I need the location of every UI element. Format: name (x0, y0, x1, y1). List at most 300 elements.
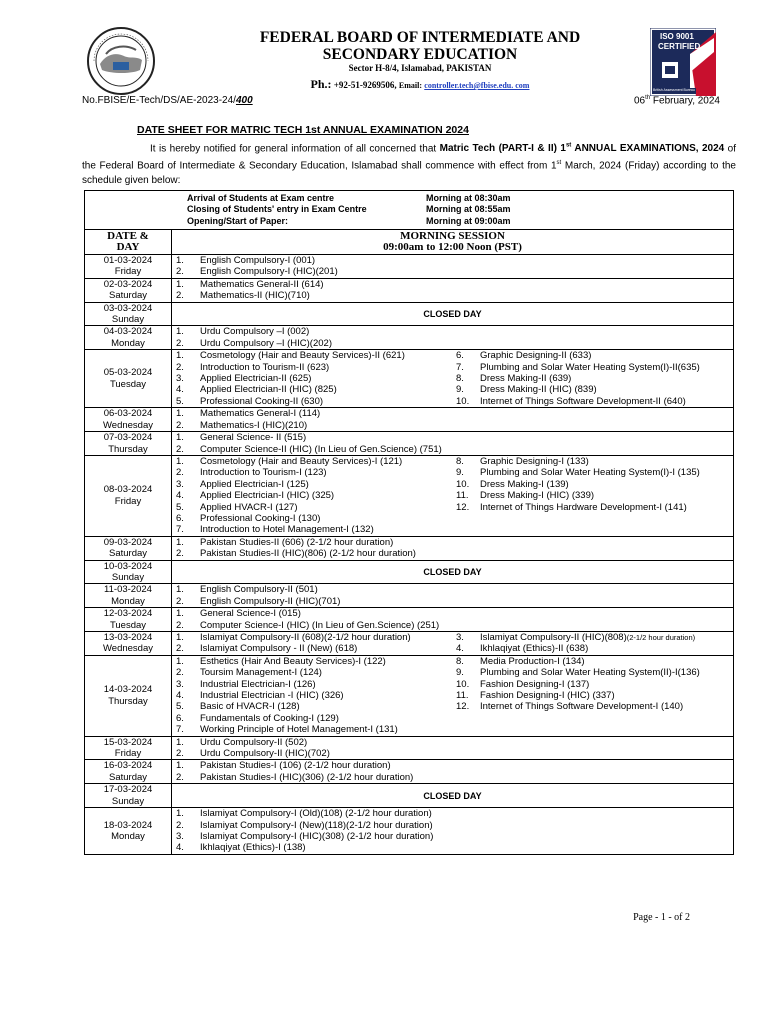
subject-number: 2. (176, 443, 184, 455)
subject-name: Internet of Things Software Development-II (640) (480, 395, 686, 407)
subject-item (172, 690, 452, 701)
subject-name: Plumbing and Solar Water Heating System(I)-II(635) (480, 361, 700, 373)
subject-item (172, 608, 452, 619)
subject-item (452, 362, 733, 373)
subject-columns (172, 279, 733, 302)
subject-column-right (452, 350, 733, 407)
timing-label: Closing of Students' entry in Exam Centre (187, 204, 367, 215)
subject-number: 2. (176, 771, 184, 783)
subject-number: 2. (176, 548, 184, 560)
date-cell (85, 632, 172, 656)
subjects-cell (172, 432, 734, 456)
schedule-row (85, 608, 734, 632)
session-header (172, 230, 734, 255)
subject-number: 1. (176, 608, 184, 620)
subject-number: 12. (456, 501, 470, 513)
subject-item (172, 737, 452, 748)
subject-name: Professional Cooking-I (130) (200, 512, 321, 524)
subject-item (172, 656, 452, 667)
subject-column-left (172, 632, 452, 655)
subject-name: Cosmetology (Hair and Beauty Services)-II (621) (200, 350, 405, 362)
date-cell (85, 736, 172, 760)
subjects-cell (172, 536, 734, 560)
date-cell (85, 278, 172, 302)
subject-number: 2. (176, 667, 184, 679)
subject-number: 8. (456, 655, 464, 667)
exam-day: Saturday (108, 771, 148, 783)
subject-item (172, 467, 452, 478)
subject-number: 3. (176, 830, 184, 842)
subject-name: English Compulsory-I (001) (200, 255, 316, 266)
subject-column-left (172, 432, 452, 455)
exam-day: Friday (114, 266, 142, 278)
subject-item (172, 760, 452, 771)
org-address: Sector H-8/4, Islamabad, PAKISTAN (348, 63, 492, 73)
subject-item (452, 502, 733, 513)
subject-column-left (172, 537, 452, 560)
schedule-row (85, 432, 734, 456)
subject-item (172, 479, 452, 490)
timing-start (187, 216, 733, 228)
subject-columns (172, 432, 733, 455)
timing-arrival (187, 193, 733, 205)
subject-number: 2. (176, 266, 184, 278)
exam-date: 03-03-2024 (103, 302, 153, 314)
timings-row (85, 191, 734, 230)
exam-day: Tuesday (109, 378, 147, 390)
subject-name: Esthetics (Hair And Beauty Services)-I (122) (200, 655, 386, 667)
subject-name: Graphic Designing-II (633) (480, 350, 592, 362)
subjects-cell (172, 808, 734, 855)
subject-number: 7. (456, 361, 464, 373)
subject-item (172, 548, 452, 559)
subject-item (452, 632, 733, 643)
subject-number: 1. (176, 536, 184, 548)
subject-name: Urdu Compulsory –I (002) (200, 326, 310, 338)
subject-name: Mathematics-II (HIC)(710) (200, 290, 310, 302)
subject-item (172, 502, 452, 513)
timing-label: Arrival of Students at Exam centre (187, 192, 335, 203)
subject-number: 7. (176, 524, 184, 536)
schedule-row (85, 326, 734, 350)
subject-number: 11. (456, 690, 469, 702)
date-cell (85, 560, 172, 584)
subject-name: Urdu Compulsory-II (HIC)(702) (200, 748, 330, 760)
subject-item (172, 362, 452, 373)
schedule-table (84, 190, 734, 855)
subject-column-left (172, 656, 452, 736)
subject-column-left (172, 584, 452, 607)
exam-date: 15-03-2024 (103, 736, 153, 748)
subject-number: 1. (176, 455, 184, 467)
subject-columns (172, 350, 733, 407)
subject-item (452, 350, 733, 361)
subjects-cell (172, 255, 734, 279)
subject-name: Pakistan Studies-I (106) (2-1/2 hour duration) (200, 760, 391, 772)
date-cell (85, 536, 172, 560)
subject-number: 6. (456, 350, 464, 362)
exam-date: 02-03-2024 (103, 278, 153, 290)
subject-item (452, 384, 733, 395)
subject-item (172, 701, 452, 712)
reference-serial: 400 (235, 95, 253, 106)
schedule-row (85, 350, 734, 408)
subject-name: Pakistan Studies-II (606) (2-1/2 hour duration) (200, 536, 394, 548)
subject-name: Computer Science-I (HIC) (In Lieu of Gen.Science) (251) (200, 619, 440, 631)
subject-number: 2. (176, 619, 184, 631)
exam-date: 05-03-2024 (103, 367, 153, 379)
subject-column-left (172, 760, 452, 783)
date-cell (85, 655, 172, 736)
subject-name: Plumbing and Solar Water Heating System(I)-I (135) (480, 467, 700, 479)
subject-item (452, 373, 733, 384)
intro-a: It is hereby notified for general information of all concerned that (150, 143, 440, 155)
subject-item (452, 490, 733, 501)
schedule-row (85, 278, 734, 302)
subject-name: Internet of Things Software Development-I (140) (480, 701, 684, 713)
subject-number: 10. (456, 395, 470, 407)
subject-number: 8. (456, 373, 464, 385)
schedule-row (85, 760, 734, 784)
subject-columns (172, 656, 733, 736)
intro-c: ANNUAL EXAMINATIONS, 2024 (571, 143, 725, 155)
subject-number: 9. (456, 667, 464, 679)
exam-date: 17-03-2024 (103, 784, 153, 796)
subject-column-left (172, 408, 452, 431)
email-label: Email: (398, 81, 423, 90)
subject-number: 2. (176, 748, 184, 760)
subject-columns (172, 608, 733, 631)
subject-columns (172, 408, 733, 431)
subject-number: 3. (176, 678, 184, 690)
subject-item (172, 820, 452, 831)
schedule-row (85, 784, 734, 808)
issue-day-suffix: th (645, 95, 651, 101)
subject-number: 1. (176, 736, 184, 748)
subject-column-left (172, 608, 452, 631)
subject-title: Islamiyat Compulsory-II (HIC)(808) (480, 632, 627, 643)
issue-date (634, 95, 720, 106)
subject-item (172, 373, 452, 384)
exam-date: 16-03-2024 (103, 760, 153, 772)
subject-item (172, 456, 452, 467)
date-cell (85, 350, 172, 408)
subject-number: 3. (176, 373, 184, 385)
schedule-row (85, 302, 734, 326)
subject-item (172, 444, 452, 455)
subject-item (452, 667, 733, 678)
subject-number: 2. (176, 467, 184, 479)
schedule-row (85, 632, 734, 656)
date-cell (85, 584, 172, 608)
subjects-cell (172, 736, 734, 760)
subject-item (172, 596, 452, 607)
subject-name: Cosmetology (Hair and Beauty Services)-I (121) (200, 455, 403, 467)
date-cell (85, 608, 172, 632)
subject-column-right (452, 632, 733, 655)
subject-number: 4. (176, 490, 184, 502)
exam-date: 11-03-2024 (104, 584, 152, 596)
exam-date: 13-03-2024 (103, 632, 153, 643)
subject-number: 10. (456, 478, 470, 490)
subject-item (172, 338, 452, 349)
subject-item (452, 396, 733, 407)
subject-name: Ikhlaqiyat (Ethics)-I (138) (200, 842, 306, 854)
subject-name: Fundamentals of Cooking-I (129) (200, 712, 339, 724)
subject-name: Dress Making-II (HIC) (839) (480, 384, 597, 396)
subject-columns (172, 255, 733, 278)
timing-value: Morning at 09:00am (426, 215, 511, 226)
exam-day: Sunday (111, 314, 145, 326)
subjects-cell (172, 278, 734, 302)
subject-item (172, 408, 452, 419)
subject-number: 1. (176, 584, 184, 596)
subject-item (452, 467, 733, 478)
date-cell (85, 302, 172, 326)
subject-number: 2. (176, 290, 184, 302)
org-name-line1: FEDERAL BOARD OF INTERMEDIATE AND (259, 29, 581, 46)
subject-number: 1. (176, 632, 184, 643)
email-link[interactable]: controller.tech@fbise.edu. com (424, 81, 530, 90)
date-header-line2: DAY (116, 241, 140, 253)
exam-date: 10-03-2024 (103, 560, 153, 572)
date-day-header (85, 230, 172, 255)
closed-day-label: CLOSED DAY (172, 302, 734, 326)
subject-name: Islamiyat Compulsory - II (New) (618) (200, 643, 358, 655)
subject-name: Dress Making-I (139) (480, 478, 569, 490)
session-title: MORNING SESSION (400, 230, 505, 242)
subject-name: Industrial Electrician -I (HIC) (326) (200, 690, 344, 702)
subject-number: 4. (176, 842, 184, 854)
subject-item (452, 643, 733, 654)
subject-item (172, 808, 452, 819)
subject-name: Islamiyat Compulsory-I (HIC)(308) (2-1/2 hour duration) (200, 830, 434, 842)
exam-date: 14-03-2024 (103, 684, 153, 696)
exam-day: Sunday (111, 571, 145, 583)
phone-label: Ph.: (310, 77, 332, 91)
subject-item (452, 456, 733, 467)
subject-number: 10. (456, 678, 470, 690)
subject-column-left (172, 255, 452, 278)
subject-item (172, 432, 452, 443)
exam-day: Monday (111, 830, 145, 842)
subject-item (172, 748, 452, 759)
reference-number (82, 95, 253, 106)
date-cell (85, 432, 172, 456)
subject-name: Urdu Compulsory –I (HIC)(202) (200, 337, 332, 349)
subject-number: 12. (456, 701, 470, 713)
subject-column-right (452, 656, 733, 736)
issue-day: 06 (634, 95, 646, 107)
subject-number: 4. (176, 690, 184, 702)
schedule-row (85, 536, 734, 560)
exam-date: 09-03-2024 (103, 536, 153, 548)
subjects-cell (172, 326, 734, 350)
subject-name: General Science- II (515) (200, 432, 307, 444)
exam-date: 07-03-2024 (103, 432, 153, 444)
subject-name: Media Production-I (134) (480, 655, 585, 667)
iso-label-1: ISO 9001 (660, 32, 694, 41)
document-title: DATE SHEET FOR MATRIC TECH 1st ANNUAL EXAMINATION 2024 (137, 124, 469, 136)
subject-column-left (172, 808, 452, 854)
date-cell (85, 760, 172, 784)
subject-name: Applied HVACR-I (127) (200, 501, 298, 513)
subject-item (172, 831, 452, 842)
subject-number: 2. (176, 819, 184, 831)
subject-number: 1. (176, 432, 184, 444)
subject-item (172, 490, 452, 501)
schedule-row (85, 808, 734, 855)
subject-columns (172, 537, 733, 560)
exam-day: Friday (114, 495, 142, 507)
subject-item (452, 690, 733, 701)
fbise-seal-logo (86, 26, 156, 96)
subject-number: 5. (176, 395, 184, 407)
exam-day: Saturday (108, 548, 148, 560)
subjects-cell (172, 350, 734, 408)
subject-item (172, 537, 452, 548)
subject-column-left (172, 326, 452, 349)
subject-name: Islamiyat Compulsory-II (608)(2-1/2 hour duration) (200, 632, 411, 643)
subject-number: 1. (176, 278, 184, 290)
subject-number: 5. (176, 501, 184, 513)
schedule-row (85, 655, 734, 736)
header-row (85, 230, 734, 255)
date-cell (85, 784, 172, 808)
subjects-cell (172, 632, 734, 656)
exam-date: 04-03-2024 (103, 326, 153, 338)
subjects-cell (172, 760, 734, 784)
subject-name: Basic of HVACR-I (128) (200, 701, 300, 713)
date-cell (85, 808, 172, 855)
subject-columns (172, 632, 733, 655)
subject-number: 8. (456, 455, 464, 467)
org-name-line2: SECONDARY EDUCATION (322, 46, 518, 63)
subject-number: 4. (456, 643, 464, 655)
subject-number: 9. (456, 384, 464, 396)
subject-item (452, 656, 733, 667)
timings-cell (85, 191, 734, 230)
subject-name: English Compulsory-I (HIC)(201) (200, 266, 338, 278)
session-time: 09:00am to 12:00 Noon (PST) (383, 241, 522, 253)
subject-name: Mathematics General-II (614) (200, 278, 324, 290)
subject-item (452, 679, 733, 690)
exam-day: Sunday (111, 795, 145, 807)
timing-closing (187, 204, 733, 216)
subject-item (172, 326, 452, 337)
subject-item (172, 524, 452, 535)
subject-item (172, 842, 452, 853)
exam-date: 08-03-2024 (103, 484, 153, 496)
timing-label: Opening/Start of Paper: (187, 215, 289, 226)
date-header-line1: DATE & (107, 230, 149, 242)
subject-name: Islamiyat Compulsory-I (New)(118)(2-1/2 hour duration) (200, 819, 433, 831)
subject-item (172, 772, 452, 783)
iso-9001-certified-badge (650, 28, 716, 96)
phone-number: +92-51-9269506, (333, 80, 397, 90)
subject-number: 11. (456, 490, 469, 502)
subject-name: Applied Electrician-I (HIC) (325) (200, 490, 335, 502)
subject-item (452, 701, 733, 712)
subject-number: 6. (176, 712, 184, 724)
subject-name: Graphic Designing-I (133) (480, 455, 589, 467)
subject-columns (172, 456, 733, 536)
schedule-row (85, 736, 734, 760)
date-cell (85, 326, 172, 350)
subject-number: 1. (176, 326, 184, 338)
subjects-cell (172, 455, 734, 536)
subject-item (172, 620, 452, 631)
issue-month-year: February, 2024 (650, 95, 720, 107)
subject-number: 7. (176, 724, 184, 736)
subject-columns (172, 737, 733, 760)
subject-number: 2. (176, 361, 184, 373)
subject-name: Toursim Management-I (124) (200, 667, 322, 679)
contact-line (160, 77, 680, 92)
intro-b: Matric Tech (PART-I & II) 1 (439, 143, 566, 155)
exam-day: Thursday (108, 695, 148, 707)
timing-value: Morning at 08:55am (426, 204, 511, 215)
subject-name: Computer Science-II (HIC) (In Lieu of Gen.Science) (751) (200, 443, 442, 455)
subject-item (172, 290, 452, 301)
exam-day: Monday (111, 337, 145, 349)
schedule-row (85, 584, 734, 608)
iso-label-2: CERTIFIED (658, 42, 701, 51)
subject-column-left (172, 456, 452, 536)
subject-columns (172, 584, 733, 607)
subject-item (172, 713, 452, 724)
intro-b-sup: st (565, 143, 572, 149)
subject-name (480, 632, 733, 643)
subject-name: Fashion Designing-I (HIC) (337) (480, 690, 615, 702)
subject-name: Plumbing and Solar Water Heating System(II)-I(136) (480, 667, 700, 679)
subject-name: Introduction to Tourism-II (623) (200, 361, 330, 373)
subject-name: Fashion Designing-I (137) (480, 678, 590, 690)
date-cell (85, 408, 172, 432)
subject-item (172, 679, 452, 690)
iso-label-3: British Assessment Bureau (653, 88, 695, 92)
exam-date: 12-03-2024 (103, 608, 153, 620)
subject-name: Islamiyat Compulsory-I (Old)(108) (2-1/2 hour duration) (200, 808, 432, 820)
subject-number: 4. (176, 384, 184, 396)
exam-day: Tuesday (109, 619, 147, 631)
exam-day: Thursday (108, 443, 148, 455)
subject-item (172, 513, 452, 524)
closed-day-label: CLOSED DAY (172, 784, 734, 808)
subject-name: English Compulsory-II (HIC)(701) (200, 595, 341, 607)
subject-name: Urdu Compulsory-II (502) (200, 736, 308, 748)
subject-number: 2. (176, 595, 184, 607)
closed-day-label: CLOSED DAY (172, 560, 734, 584)
date-cell (85, 455, 172, 536)
subjects-cell (172, 584, 734, 608)
subject-name: Working Principle of Hotel Management-I (131) (200, 724, 398, 736)
notice-paragraph (82, 139, 736, 188)
schedule-row (85, 560, 734, 584)
subject-column-left (172, 737, 452, 760)
subject-number: 1. (176, 760, 184, 772)
reference-prefix: No.FBISE/E-Tech/DS/AE-2023-24/ (82, 95, 236, 106)
subject-item (172, 724, 452, 735)
subject-item (172, 584, 452, 595)
subject-name: Dress Making-II (639) (480, 373, 572, 385)
exam-day: Wednesday (103, 419, 153, 431)
subject-name: English Compulsory-II (501) (200, 584, 318, 596)
subject-column-left (172, 279, 452, 302)
subject-number: 2. (176, 419, 184, 431)
subject-item (172, 643, 452, 654)
date-cell (85, 255, 172, 279)
